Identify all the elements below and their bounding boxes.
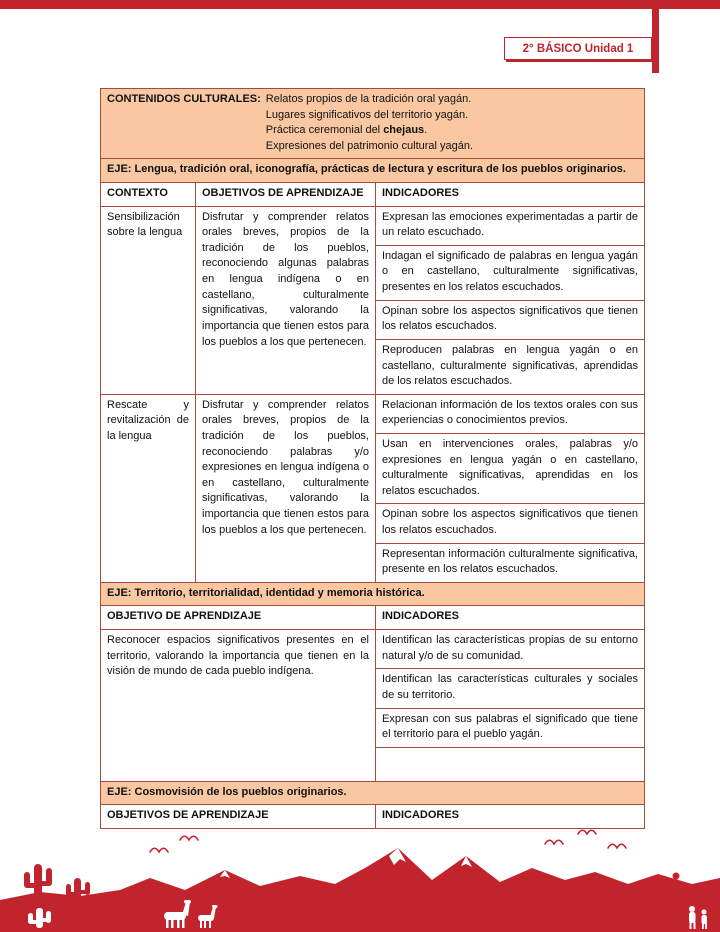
table-row <box>101 89 645 159</box>
unit-badge <box>504 37 652 60</box>
contenidos-line: Expresiones del patrimonio cultural yagán. <box>265 139 474 152</box>
table-row <box>101 606 645 630</box>
indicador-cell: Reproducen palabras en lengua yagán o en castellano, culturalmente significativas, aprendidas de los relatos escuchados. <box>376 339 645 394</box>
indicador-cell: Opinan sobre los aspectos significativos que tienen los relatos escuchados. <box>376 504 645 543</box>
eje3-title: EJE: Cosmovisión de los pueblos originarios. <box>101 781 645 805</box>
mountains <box>0 848 720 932</box>
contenidos-line <box>266 123 473 139</box>
indicador-cell: Identifican las características culturales y sociales de su territorio. <box>376 669 645 708</box>
top-red-bar <box>0 0 720 9</box>
table-row <box>101 630 645 669</box>
empty-cell <box>376 747 645 781</box>
contenidos-line-post: . <box>424 124 428 137</box>
indicador-cell: Expresan las emociones experimentadas a partir de un relato escuchado. <box>376 206 645 245</box>
contenidos-line: Lugares significativos del territorio yagán. <box>265 108 469 121</box>
indicador-cell: Relacionan información de los textos orales con sus experiencias o conocimientos previos. <box>376 394 645 433</box>
contexto-cell: Sensibilización sobre la lengua <box>101 206 196 394</box>
col-header-objetivo: OBJETIVO DE APRENDIZAJE <box>101 606 376 630</box>
indicador-cell: Opinan sobre los aspectos significativos que tienen los relatos escuchados. <box>376 300 645 339</box>
table-row <box>101 206 645 245</box>
indicador-cell: Representan información culturalmente significativa, presente en los relatos escuchados. <box>376 543 645 582</box>
table-row <box>101 781 645 805</box>
col-header-indicadores: INDICADORES <box>376 183 645 207</box>
contenidos-wrap <box>107 92 638 154</box>
contenidos-line-bold: chejaus <box>383 124 425 137</box>
table-row <box>101 183 645 207</box>
unit-badge-label: 2° BÁSICO Unidad 1 <box>522 42 634 55</box>
curriculum-table <box>100 88 645 829</box>
col-header-indicadores: INDICADORES <box>376 805 645 829</box>
col-header-objetivos: OBJETIVOS DE APRENDIZAJE <box>101 805 376 829</box>
eje1-title: EJE: Lengua, tradición oral, iconografía, prácticas de lectura y escritura de los pueblos originarios. <box>101 159 645 183</box>
contenidos-line-pre: Práctica ceremonial del <box>265 124 384 137</box>
col-header-indicadores: INDICADORES <box>376 606 645 630</box>
table-row <box>101 159 645 183</box>
indicador-cell: Indagan el significado de palabras en lengua yagán o en castellano, culturalmente significativas, presentes en los relatos escuchados. <box>376 245 645 300</box>
col-header-contexto: CONTEXTO <box>101 183 196 207</box>
table-row <box>101 394 645 433</box>
ribbon-icon <box>652 8 659 73</box>
indicador-cell: Usan en intervenciones orales, palabras y/o expresiones en lengua yagán o en castellano, culturalmente significativas, aprendidas en los relatos escuchados. <box>376 433 645 503</box>
indicador-cell: Identifican las características propias de su entorno natural y/o de su comunidad. <box>376 630 645 669</box>
contenidos-line: Relatos propios de la tradición oral yagán. <box>265 93 472 105</box>
objetivo-cell: Reconocer espacios significativos presentes en el territorio, valorando la importancia que tienen en la visión de mundo de cada pueblo indígena. <box>101 630 376 782</box>
birds-icon <box>150 830 626 852</box>
contexto-cell: Rescate y revitalización de la lengua <box>101 394 196 582</box>
contenidos-lines <box>266 92 473 154</box>
objetivo-cell: Disfrutar y comprender relatos orales breves, propios de la tradición de los pueblos, reconociendo palabras y/o expresiones en lengua indígena o en castellano, culturalmente significativas, valorando la importancia que tienen estos para los pueblos a los que pertenecen. <box>196 394 376 582</box>
contenidos-label: CONTENIDOS CULTURALES: <box>107 93 261 105</box>
contenidos-culturales-cell <box>101 89 645 159</box>
indicador-cell: Expresan con sus palabras el significado que tiene el territorio para el pueblo yagán. <box>376 708 645 747</box>
col-header-objetivos: OBJETIVOS DE APRENDIZAJE <box>196 183 376 207</box>
table-row <box>101 582 645 606</box>
footer-illustration <box>0 822 720 932</box>
eje2-title: EJE: Territorio, territorialidad, identidad y memoria histórica. <box>101 582 645 606</box>
objetivo-cell: Disfrutar y comprender relatos orales breves, propios de la tradición de los pueblos, reconociendo algunas palabras en lengua indígena o en castellano, culturalmente significativas, valorando la importancia que tienen estos para los pueblos a los que pertenecen. <box>196 206 376 394</box>
